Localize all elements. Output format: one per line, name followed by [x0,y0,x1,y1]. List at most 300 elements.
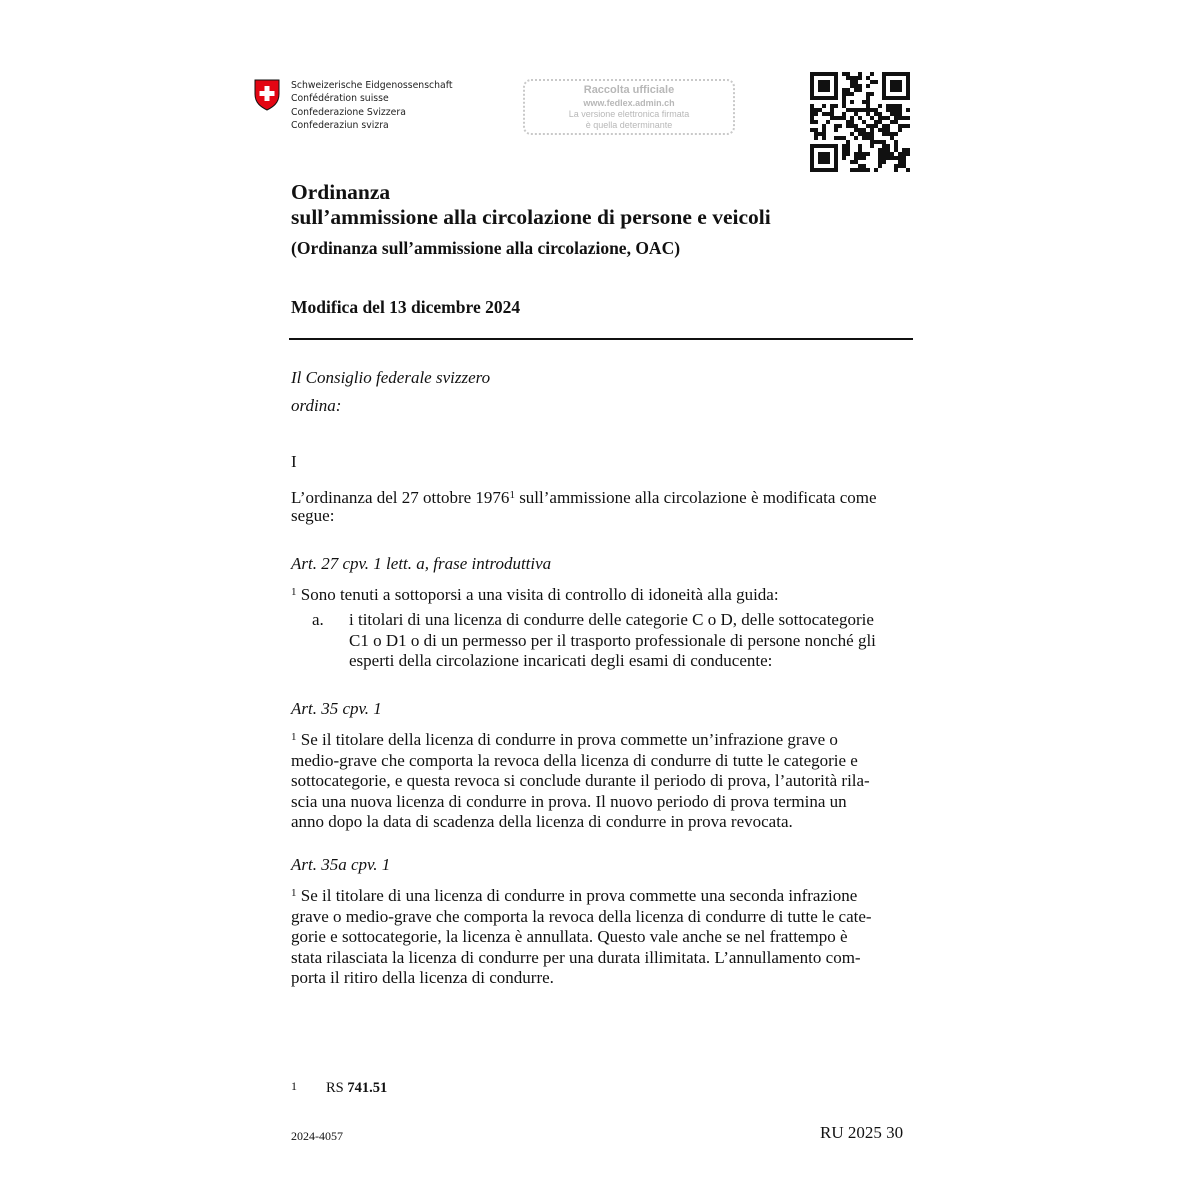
qr-module [870,136,874,140]
qr-module [810,160,814,164]
qr-module [810,156,814,160]
qr-module [834,168,838,172]
qr-module [846,72,850,76]
qr-module [874,108,878,112]
qr-module [838,136,842,140]
amendment-date: Modifica del 13 dicembre 2024 [291,297,521,317]
qr-module [850,132,854,136]
qr-module [890,84,894,88]
qr-module [814,96,818,100]
qr-module [902,152,906,156]
qr-module [822,132,826,136]
qr-module [890,132,894,136]
entity-german: Schweizerische Eidgenossenschaft [291,80,453,91]
qr-module [850,120,854,124]
qr-module [874,168,878,172]
footnote-prefix: RS [326,1080,348,1096]
qr-module [862,136,866,140]
qr-module [874,120,878,124]
qr-module [818,88,822,92]
qr-module [882,132,886,136]
qr-module [834,92,838,96]
qr-module [870,144,874,148]
preamble-verb: ordina: [291,396,342,415]
qr-module [870,108,874,112]
qr-module [886,156,890,160]
qr-module [890,108,894,112]
qr-module [906,76,910,80]
qr-module [898,88,902,92]
qr-module [894,72,898,76]
qr-module [878,148,882,152]
qr-module [894,84,898,88]
qr-module [878,156,882,160]
qr-module [890,112,894,116]
qr-module [842,156,846,160]
qr-module [878,140,882,144]
qr-module [818,108,822,112]
qr-module [822,104,826,108]
list-item-line: i titolari di una licenza di condurre delle categorie C o D, delle sottocategorie [349,610,874,629]
qr-module [898,116,902,120]
qr-module [882,84,886,88]
qr-module [854,136,858,140]
qr-module [894,164,898,168]
qr-module [862,132,866,136]
qr-module [842,144,846,148]
qr-module [894,168,898,172]
qr-module [838,116,842,120]
entity-french: Confédération suisse [291,93,389,105]
section-intro [291,485,877,509]
qr-module [810,116,814,120]
qr-module [814,136,818,140]
qr-module [846,120,850,124]
qr-module [894,88,898,92]
qr-module [810,164,814,168]
qr-module [850,116,854,120]
qr-module [878,104,882,108]
qr-module [878,160,882,164]
qr-module [882,124,886,128]
qr-module [870,132,874,136]
qr-module [834,152,838,156]
qr-module [862,120,866,124]
qr-module [854,84,858,88]
qr-module [890,80,894,84]
intro-text-end: sull’ammissione alla circolazione è modificata come [514,488,877,507]
qr-module [814,144,818,148]
qr-module [854,168,858,172]
qr-module [866,136,870,140]
qr-module [866,104,870,108]
qr-module [858,144,862,148]
qr-module [882,152,886,156]
qr-module [878,120,882,124]
qr-module [902,164,906,168]
qr-module [906,72,910,76]
qr-module [834,160,838,164]
qr-module [890,120,894,124]
qr-module [834,164,838,168]
paragraph-line: gorie e sottocategorie, la licenza è annullata. Questo vale anche se nel frattempo è [291,927,848,946]
qr-module [826,84,830,88]
official-collection-reference: RU 2025 30 [820,1123,904,1142]
qr-module [906,96,910,100]
qr-module [878,116,882,120]
qr-module [874,112,878,116]
qr-module [822,88,826,92]
qr-module [822,160,826,164]
qr-module [810,112,814,116]
qr-module [898,152,902,156]
entity-italian: Confederazione Svizzera [291,106,406,118]
qr-module [810,80,814,84]
qr-module [830,104,834,108]
qr-module [842,96,846,100]
qr-module [846,88,850,92]
article-paragraph [291,727,911,833]
qr-module [846,144,850,148]
qr-module [830,112,834,116]
qr-module [870,72,874,76]
qr-module [894,108,898,112]
qr-module [834,104,838,108]
qr-module [822,84,826,88]
qr-module [886,128,890,132]
paragraph-number: 1 [291,731,297,743]
qr-module [850,80,854,84]
qr-module [858,156,862,160]
qr-module [842,116,846,120]
qr-module [886,144,890,148]
qr-module [886,72,890,76]
qr-module [830,168,834,172]
paragraph-line: medio-grave che comporta la revoca della licenza di condurre di tutte le categorie e [291,750,858,770]
paragraph-line: stata rilasciata la licenza di condurre per una durata illimitata. L’annullamento com- [291,947,861,967]
qr-module [906,116,910,120]
qr-module [878,128,882,132]
paragraph-line: porta il ritiro della licenza di condurre. [291,968,554,987]
qr-module [822,96,826,100]
qr-module [814,168,818,172]
entity-romansh: Confederaziun svizra [291,120,389,132]
qr-module [890,156,894,160]
qr-module [810,148,814,152]
qr-module [890,104,894,108]
qr-module [866,124,870,128]
intro-text-start: L’ordinanza del 27 ottobre 1976 [291,488,510,507]
qr-module [870,140,874,144]
qr-module [894,116,898,120]
qr-module [810,128,814,132]
qr-module [898,124,902,128]
qr-module [882,92,886,96]
qr-module [814,120,818,124]
qr-module [822,72,826,76]
qr-module [878,112,882,116]
paragraph-text: Se il titolare della licenza di condurre in prova commette un’infrazione grave o [296,730,838,749]
paragraph-line: grave o medio-grave che comporta la revoca della licenza di condurre di tutte le cate- [291,906,872,926]
qr-code-icon [810,72,910,172]
qr-module [826,120,830,124]
qr-module [814,108,818,112]
paragraph-line [291,727,911,751]
qr-module [878,164,882,168]
qr-module [886,132,890,136]
qr-module [814,112,818,116]
qr-module [818,84,822,88]
qr-module [854,128,858,132]
qr-module [858,116,862,120]
list-item-text [349,610,911,672]
short-title: (Ordinanza sull’ammissione alla circolazione, OAC) [291,238,681,258]
qr-module [898,156,902,160]
qr-module [866,96,870,100]
qr-module [810,84,814,88]
federal-entities [291,79,453,133]
paragraph-text: Sono tenuti a sottoporsi a una visita di controllo di idoneità alla guida: [296,585,779,604]
article-paragraph [291,883,911,989]
qr-module [842,152,846,156]
qr-module [902,72,906,76]
qr-module [898,164,902,168]
qr-module [818,132,822,136]
qr-module [906,84,910,88]
qr-module [894,148,898,152]
qr-module [822,168,826,172]
paragraph-line: anno dopo la data di scadenza della licenza di condurre in prova revocata. [291,812,793,831]
qr-module [834,156,838,160]
title-divider [289,338,913,340]
qr-module [906,92,910,96]
qr-module [882,128,886,132]
qr-module [862,100,866,104]
qr-module [810,88,814,92]
qr-module [810,108,814,112]
qr-module [866,168,870,172]
qr-module [854,88,858,92]
qr-module [842,104,846,108]
qr-module [818,160,822,164]
qr-module [830,116,834,120]
qr-module [818,80,822,84]
qr-module [882,156,886,160]
qr-module [902,116,906,120]
stamp-url: www.fedlex.admin.ch [583,98,675,108]
qr-module [842,112,846,116]
qr-module [894,112,898,116]
qr-module [834,136,838,140]
qr-module [882,116,886,120]
paragraph-line: scia una nuova licenza di condurre in prova. Il nuovo periodo di prova termina un [291,791,847,811]
qr-module [822,152,826,156]
qr-module [882,160,886,164]
qr-module [894,140,898,144]
qr-module [810,152,814,156]
qr-module [810,76,814,80]
qr-module [898,96,902,100]
paragraph-number: 1 [291,887,297,899]
qr-module [882,144,886,148]
qr-module [830,96,834,100]
qr-module [846,92,850,96]
qr-module [862,168,866,172]
qr-module [830,72,834,76]
qr-module [818,168,822,172]
qr-module [906,124,910,128]
qr-module [866,108,870,112]
qr-module [818,152,822,156]
stamp-note-2: è quella determinante [585,120,673,130]
qr-module [822,144,826,148]
qr-module [842,148,846,152]
qr-module [818,72,822,76]
qr-module [894,132,898,136]
qr-module [862,164,866,168]
qr-module [826,112,830,116]
qr-module [870,124,874,128]
qr-module [854,76,858,80]
qr-module [854,108,858,112]
qr-module [826,156,830,160]
qr-module [866,152,870,156]
qr-module [874,80,878,84]
section-intro-line-2: segue: [291,506,335,525]
qr-module [854,80,858,84]
qr-module [814,72,818,76]
qr-module [898,84,902,88]
qr-module [894,104,898,108]
qr-module [866,92,870,96]
qr-module [834,116,838,120]
qr-module [862,152,866,156]
qr-module [858,72,862,76]
qr-module [866,76,870,80]
qr-module [882,72,886,76]
qr-module [854,156,858,160]
qr-module [818,144,822,148]
qr-module [886,96,890,100]
qr-module [902,148,906,152]
qr-module [894,156,898,160]
qr-module [830,108,834,112]
qr-module [858,88,862,92]
list-item-letter: a. [312,610,324,629]
qr-module [850,160,854,164]
qr-module [814,132,818,136]
qr-module [826,168,830,172]
qr-module [906,168,910,172]
qr-module [890,152,894,156]
qr-module [870,116,874,120]
qr-module [866,132,870,136]
qr-module [822,80,826,84]
qr-module [842,92,846,96]
qr-module [854,112,858,116]
qr-module [906,108,910,112]
qr-module [874,124,878,128]
qr-module [866,84,870,88]
qr-module [822,136,826,140]
qr-module [858,132,862,136]
qr-module [870,92,874,96]
list-item-line: esperti della circolazione incaricati degli esami di conducente: [349,651,773,670]
qr-module [858,108,862,112]
qr-module [822,156,826,160]
qr-module [886,124,890,128]
qr-module [858,76,862,80]
qr-module [810,120,814,124]
qr-module [898,112,902,116]
qr-module [882,80,886,84]
qr-module [882,96,886,100]
qr-module [830,144,834,148]
qr-module [858,164,862,168]
qr-module [842,100,846,104]
paragraph-text: Se il titolare di una licenza di condurre in prova commette una seconda infrazione [296,886,858,905]
qr-module [810,92,814,96]
qr-module [858,128,862,132]
qr-module [902,156,906,160]
title-line-2: sull’ammissione alla circolazione di persone e veicoli [291,205,771,229]
qr-module [902,124,906,128]
qr-module [890,88,894,92]
qr-module [850,92,854,96]
qr-module [894,96,898,100]
paragraph-line: sottocategorie, e questa revoca si conclude durante il periodo di prova, l’autorità rila- [291,771,870,790]
qr-module [858,148,862,152]
article-paragraph [291,582,779,606]
qr-module [826,152,830,156]
qr-module [882,140,886,144]
article-heading: Art. 35a cpv. 1 [291,855,391,874]
qr-module [870,80,874,84]
article-heading: Art. 35 cpv. 1 [291,699,382,718]
qr-module [850,84,854,88]
qr-module [834,72,838,76]
qr-module [890,136,894,140]
qr-module [810,144,814,148]
footnote-reference [326,1078,387,1098]
qr-module [826,96,830,100]
qr-module [886,148,890,152]
qr-module [858,84,862,88]
qr-module [834,124,838,128]
title-line-1: Ordinanza [291,180,391,204]
qr-module [886,108,890,112]
qr-module [854,160,858,164]
qr-module [898,104,902,108]
qr-module [902,96,906,100]
qr-module [902,160,906,164]
qr-module [882,148,886,152]
qr-module [850,108,854,112]
qr-module [898,72,902,76]
qr-module [850,168,854,172]
qr-module [894,144,898,148]
qr-module [906,80,910,84]
qr-module [834,84,838,88]
qr-module [846,76,850,80]
qr-module [822,128,826,132]
qr-module [826,72,830,76]
qr-module [882,88,886,92]
qr-module [866,100,870,104]
qr-module [858,152,862,156]
stamp-title: Raccolta ufficiale [583,84,675,96]
qr-module [886,152,890,156]
